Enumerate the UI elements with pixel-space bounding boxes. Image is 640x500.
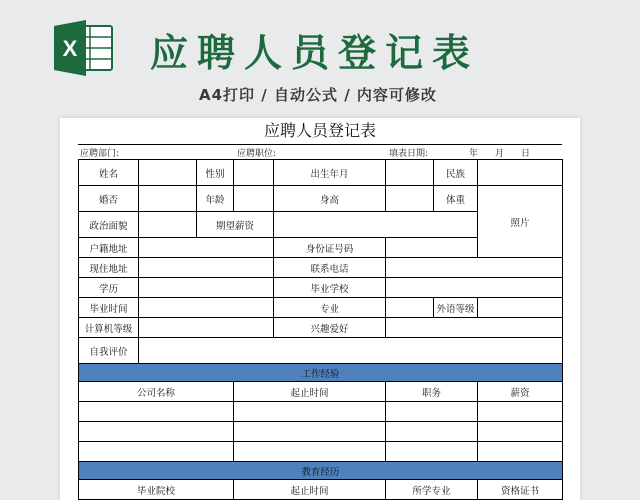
edu-col-school: 毕业院校 (79, 480, 234, 500)
address-field[interactable] (139, 258, 274, 278)
birth-field[interactable] (386, 160, 434, 186)
political-label: 政治面貌 (79, 212, 139, 238)
name-field[interactable] (139, 160, 197, 186)
major-field[interactable] (386, 298, 434, 318)
hobby-field[interactable] (386, 318, 563, 338)
edu-section-header: 教育经历 (79, 462, 563, 480)
education-field[interactable] (139, 278, 274, 298)
language-field[interactable] (478, 298, 563, 318)
height-field[interactable] (386, 186, 434, 212)
phone-label: 联系电话 (274, 258, 386, 278)
work-cell[interactable] (478, 442, 563, 462)
work-cell[interactable] (386, 402, 478, 422)
dept-label: 应聘部门: (80, 149, 120, 159)
major-label: 专业 (274, 298, 386, 318)
work-col-salary: 薪资 (478, 382, 563, 402)
language-label: 外语等级 (434, 298, 478, 318)
education-label: 学历 (79, 278, 139, 298)
marital-field[interactable] (139, 186, 197, 212)
salary-field[interactable] (274, 212, 478, 238)
work-section-header: 工作经验 (79, 364, 563, 382)
work-cell[interactable] (79, 402, 234, 422)
hobby-label: 兴趣爱好 (274, 318, 386, 338)
computer-label: 计算机等级 (79, 318, 139, 338)
work-cell[interactable] (386, 422, 478, 442)
computer-field[interactable] (139, 318, 274, 338)
gender-label: 性别 (197, 160, 234, 186)
registration-form (78, 118, 562, 500)
height-label: 身高 (274, 186, 386, 212)
gender-field[interactable] (234, 160, 274, 186)
work-cell[interactable] (234, 422, 386, 442)
month-label: 月 (495, 149, 505, 159)
school-label: 毕业学校 (274, 278, 386, 298)
birth-label: 出生年月 (274, 160, 386, 186)
work-cell[interactable] (234, 402, 386, 422)
date-label: 填表日期: (389, 149, 429, 159)
edu-col-major: 所学专业 (386, 480, 478, 500)
name-label: 姓名 (79, 160, 139, 186)
page-title: 应聘人员登记表 (150, 31, 480, 75)
address-label: 现住地址 (79, 258, 139, 278)
marital-label: 婚否 (79, 186, 139, 212)
form-title: 应聘人员登记表 (263, 121, 376, 140)
work-col-company: 公司名称 (79, 382, 234, 402)
weight-label: 体重 (434, 186, 478, 212)
hukou-label: 户籍地址 (79, 238, 139, 258)
form-info-row (78, 144, 562, 159)
hukou-field[interactable] (139, 238, 274, 258)
school-field[interactable] (386, 278, 563, 298)
work-cell[interactable] (478, 422, 563, 442)
day-label: 日 (521, 149, 531, 159)
form-sheet (60, 118, 580, 500)
work-col-title: 职务 (386, 382, 478, 402)
work-col-period: 起止时间 (234, 382, 386, 402)
phone-field[interactable] (386, 258, 563, 278)
ethnicity-field[interactable] (478, 160, 563, 186)
work-cell[interactable] (478, 402, 563, 422)
work-cell[interactable] (386, 442, 478, 462)
form-table (78, 159, 563, 500)
edu-col-period: 起止时间 (234, 480, 386, 500)
id-field[interactable] (386, 238, 478, 258)
self-eval-field[interactable] (139, 338, 563, 364)
year-label: 年 (469, 149, 479, 159)
political-field[interactable] (139, 212, 197, 238)
ethnicity-label: 民族 (434, 160, 478, 186)
age-field[interactable] (234, 186, 274, 212)
excel-icon (52, 20, 116, 76)
self-eval-label: 自我评价 (79, 338, 139, 364)
work-cell[interactable] (79, 442, 234, 462)
age-label: 年龄 (197, 186, 234, 212)
work-cell[interactable] (79, 422, 234, 442)
work-cell[interactable] (234, 442, 386, 462)
photo-box[interactable]: 照片 (478, 186, 563, 258)
edu-col-certificate: 资格证书 (478, 480, 563, 500)
id-label: 身份证号码 (274, 238, 386, 258)
position-label: 应聘职位: (237, 149, 277, 159)
salary-label: 期望薪资 (197, 212, 274, 238)
svg-text:X: X (62, 36, 78, 61)
grad-time-field[interactable] (139, 298, 274, 318)
page-subtitle: A4打印 / 自动公式 / 内容可修改 (199, 86, 437, 104)
banner (0, 0, 640, 118)
grad-time-label: 毕业时间 (79, 298, 139, 318)
